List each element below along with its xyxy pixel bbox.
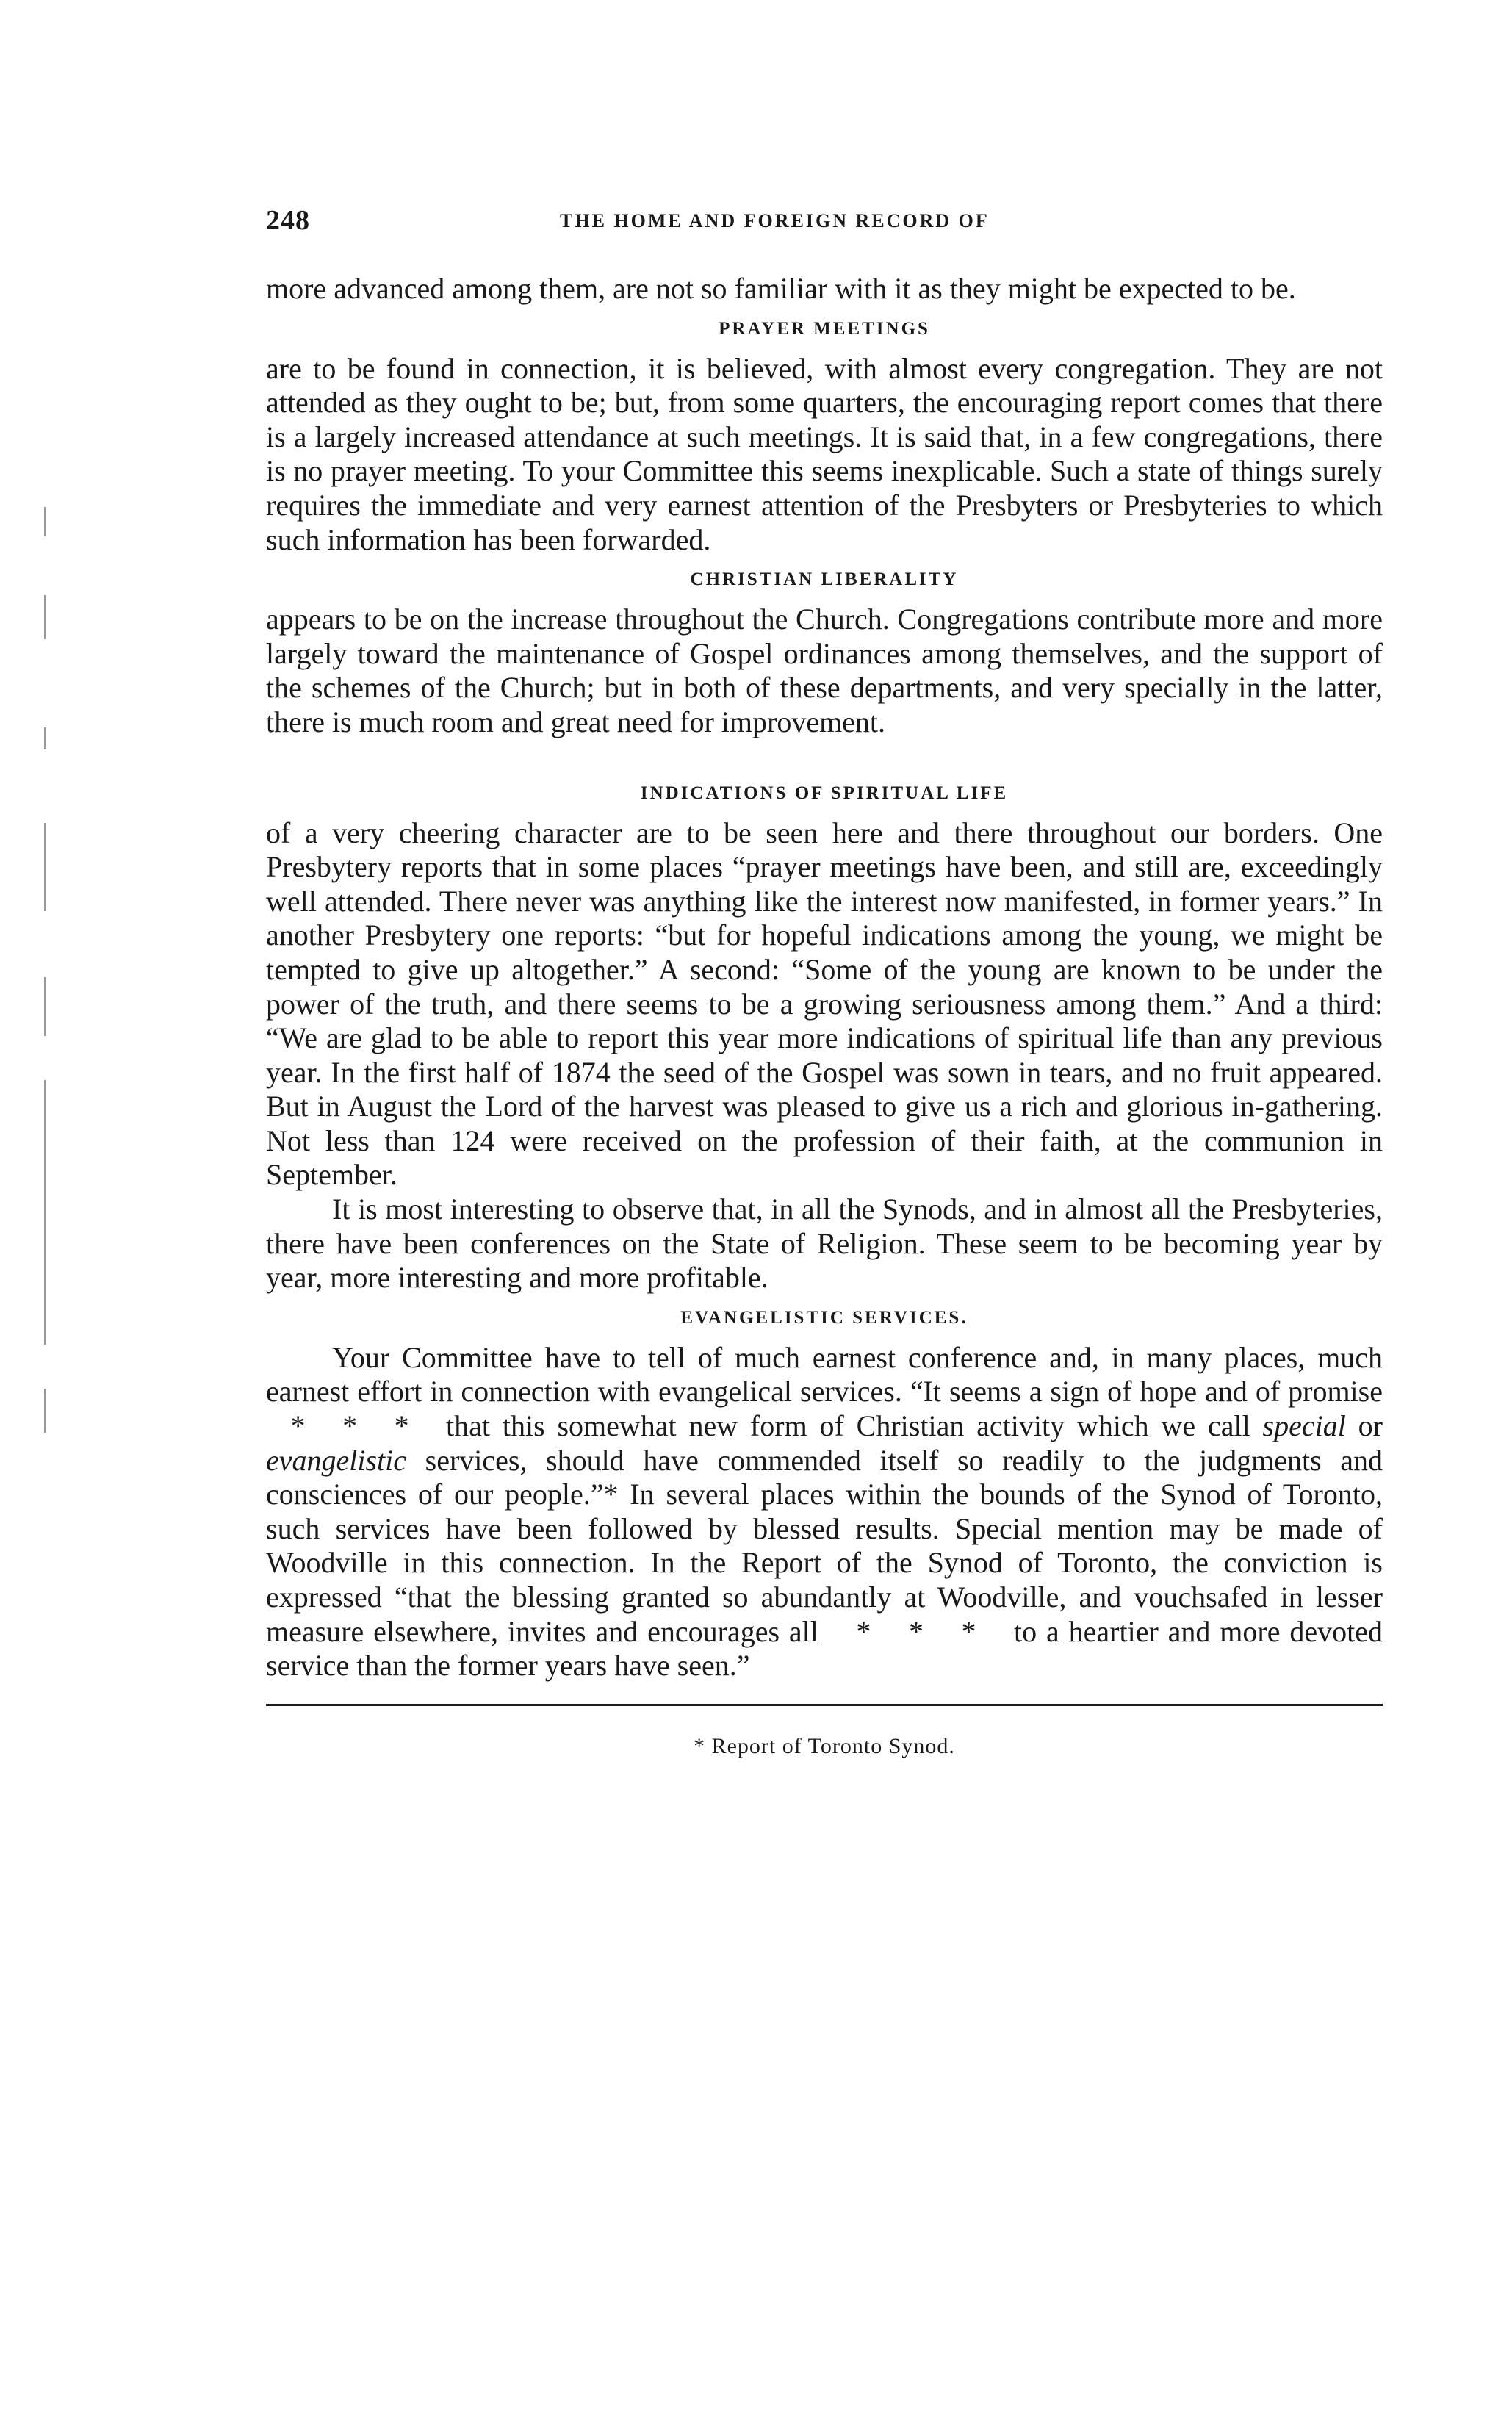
evangelistic-text-or: or xyxy=(1345,1409,1383,1443)
evangelistic-word-evangelistic: evangelistic xyxy=(266,1443,407,1477)
footnote-rule xyxy=(266,1704,1383,1706)
binding-margin-marks xyxy=(44,507,73,1903)
synods-paragraph: It is most interesting to observe that, in all the Synods, and in almost all the Presbyteries, there have been conferences on the State of Religion. These seem to be becoming year by year, more interesting and more profitable. xyxy=(266,1192,1383,1295)
heading-evangelistic-services: EVANGELISTIC SERVICES. xyxy=(680,1307,968,1328)
page-header xyxy=(266,204,1383,241)
page-number: 248 xyxy=(266,205,310,236)
intro-paragraph: more advanced among them, are not so familiar with it as they might be expected to be. xyxy=(266,272,1296,305)
body-text xyxy=(266,272,1383,1759)
footnote: * Report of Toronto Synod. xyxy=(694,1733,955,1758)
evangelistic-services-paragraph xyxy=(266,1341,1383,1683)
heading-prayer-meetings: PRAYER MEETINGS xyxy=(719,318,930,339)
heading-spiritual-life: INDICATIONS OF SPIRITUAL LIFE xyxy=(640,783,1009,803)
evangelistic-text-part1: Your Committee have to tell of much earnest conference and, in many places, much earnest effort in connection with evangelical services. “It seems a sign of hope and of promise * * * that this somewhat new form of Christian activity which we call xyxy=(266,1340,1383,1443)
evangelistic-text-part2: services, should have commended itself so readily to the judgments and consciences of our people.”* In several places within the bounds of the Synod of Toronto, such services have been followed by blessed results. Special mention may be made of Woodville in this connection. In the Report of the Synod of Toronto, the conviction is expressed “that the blessing granted so abundantly at Woodville, and vouchsafed in lesser measure elsewhere, invites and encourages all * * * to a heartier and more devoted service than the former years have seen.” xyxy=(266,1443,1383,1683)
evangelistic-word-special: special xyxy=(1262,1409,1346,1443)
heading-christian-liberality: CHRISTIAN LIBERALITY xyxy=(690,569,959,590)
spiritual-life-paragraph: of a very cheering character are to be seen here and there throughout our borders. One Presbytery reports that in some places “prayer meetings have been, and still are, exceedingly well attended. There never was anything like the interest now manifested, in former years.” In another Presbytery one reports: “but for hopeful indications among the young, we might be tempted to give up altogether.” A second: “Some of the young are known to be under the power of the truth, and there seems to be a growing seriousness among them.” And a third: “We are glad to be able to report this year more indications of spiritual life than any previous year. In the first half of 1874 the seed of the Gospel was sown in tears, and no fruit appeared. But in August the Lord of the harvest was pleased to give us a rich and glorious in-gathering. Not less than 124 were received on the profession of their faith, at the communion in September. xyxy=(266,816,1383,1192)
christian-liberality-paragraph: appears to be on the increase throughout the Church. Congregations contribute more and more largely toward the maintenance of Gospel ordinances among themselves, and the support of the schemes of the Church; but in both of these departments, and very specially in the latter, there is much room and great need for improvement. xyxy=(266,602,1383,738)
running-head: THE HOME AND FOREIGN RECORD OF xyxy=(560,210,990,231)
prayer-meetings-paragraph: are to be found in connection, it is believed, with almost every congregation. They are not attended as they ought to be; but, from some quarters, the encouraging report comes that there is a largely increased attendance at such meetings. It is said that, in a few congregations, there is no prayer meeting. To your Committee this seems inexplicable. Such a state of things surely requires the immediate and very earnest attention of the Presbyters or Presbyteries to which such information has been forwarded. xyxy=(266,351,1383,556)
